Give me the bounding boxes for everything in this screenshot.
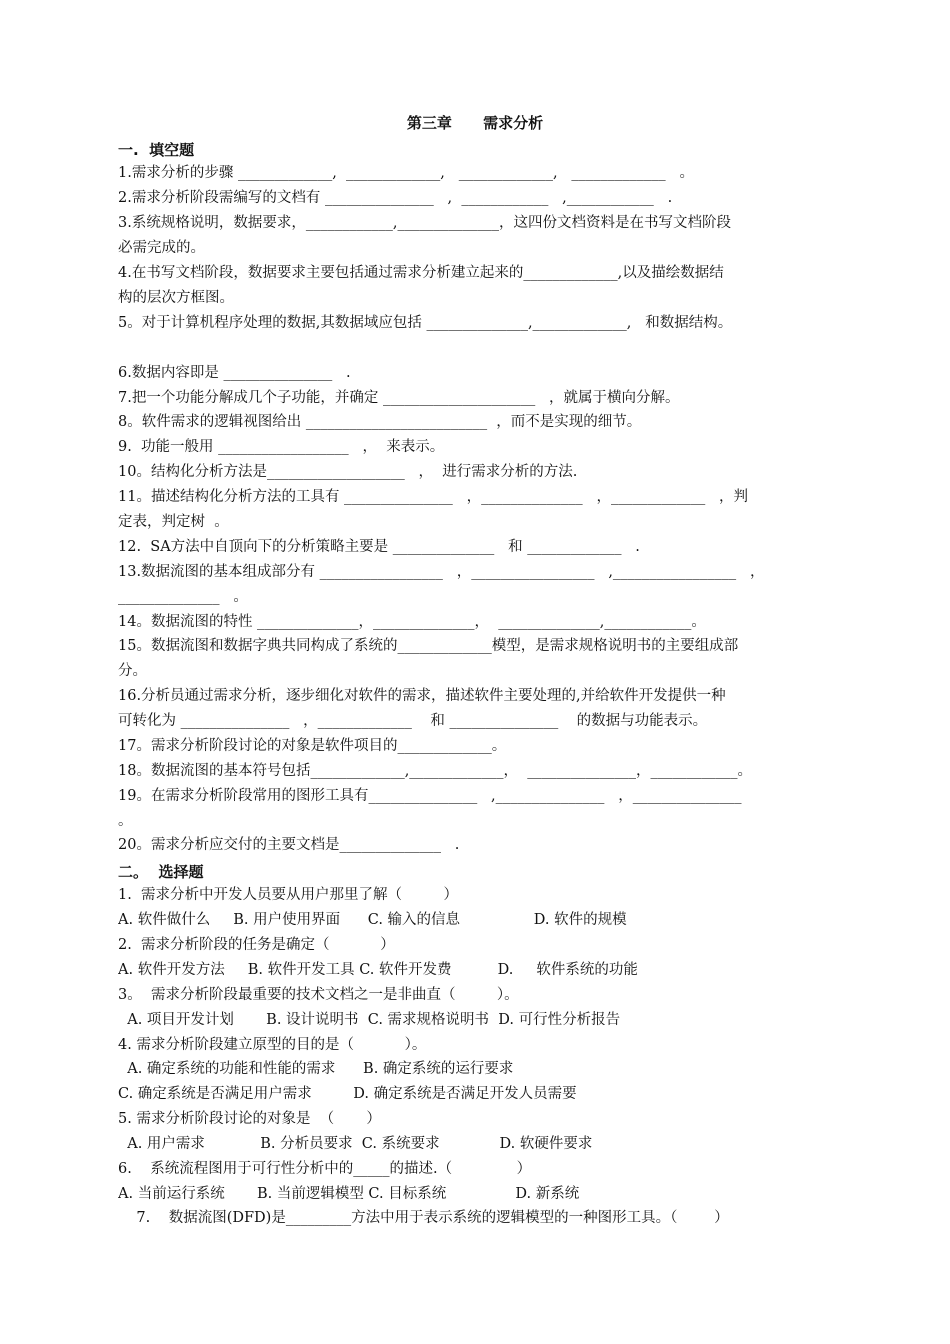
choice-line: 6. 系统流程图用于可行性分析中的_____的描述.（ ） [118,1161,532,1177]
question-line: 18。数据流图的基本符号包括_____________,_____________， _______________，____________。 [118,763,753,779]
question-line: 可转化为 _______________ ，_____________ 和 _______________ 的数据与功能表示。 [118,713,708,729]
choice-line: C. 确定系统是否满足用户需求 D. 确定系统是否满足开发人员需要 [118,1086,577,1102]
choice-line: A. 用户需求 B. 分析员要求 C. 系统要求 D. 软硬件要求 [118,1136,593,1152]
question-line: 7.把一个功能分解成几个子功能，并确定 _____________________ ，就属于横向分解。 [118,390,680,406]
choice-line: A. 软件开发方法 B. 软件开发工具 C. 软件开发费 D. 软件系统的功能 [118,962,638,978]
question-line: 12. SA方法中自顶向下的分析策略主要是 ______________ 和 _____________ . [118,539,640,555]
choice-line: A. 项目开发计划 B. 设计说明书 C. 需求规格说明书 D. 可行性分析报告 [118,1012,621,1028]
section-heading-fill-in: 一. 填空题 [118,141,195,159]
question-line: 8。软件需求的逻辑视图给出 _________________________ ，而不是实现的细节。 [118,414,642,430]
choice-line: 5. 需求分析阶段讨论的对象是 （ ） [118,1111,381,1127]
question-line: 20。需求分析应交付的主要文档是______________ . [118,837,460,853]
section-heading-multiple-choice: 二。 选择题 [118,863,204,881]
question-line: 11。描述结构化分析方法的工具有 _______________ ，______________ ，_____________ ，判 [118,489,749,505]
choice-line: A. 确定系统的功能和性能的需求 B. 确定系统的运行要求 [118,1061,514,1077]
question-line: 6.数据内容即是 _______________ . [118,365,351,381]
choice-line: 2. 需求分析阶段的任务是确定（ ） [118,937,395,953]
question-line: 分。 [118,663,147,679]
question-line: 5。对于计算机程序处理的数据,其数据域应包括 ______________,_____________, 和数据结构。 [118,315,733,331]
choice-line: A. 当前运行系统 B. 当前逻辑模型 C. 目标系统 D. 新系统 [118,1186,580,1202]
question-line: 4.在书写文档阶段，数据要求主要包括通过需求分析建立起来的_____________,以及描绘数据结 [118,265,724,281]
question-line: 17。需求分析阶段讨论的对象是软件项目的_____________。 [118,738,507,754]
question-line: 14。数据流图的特性 ______________，______________， ______________,____________。 [118,614,706,630]
question-line: 必需完成的。 [118,240,205,256]
question-line: 9. 功能一般用 __________________ ， 来表示。 [118,439,445,455]
choice-line: 7. 数据流图(DFD)是_________方法中用于表示系统的逻辑模型的一种图形工具。（ ） [118,1210,729,1226]
question-line: 19。在需求分析阶段常用的图形工具有_______________ ,_______________ ，_______________ [118,788,742,804]
choice-line: 4. 需求分析阶段建立原型的目的是（ ）。 [118,1037,427,1053]
question-line: 16.分析员通过需求分析，逐步细化对软件的需求，描述软件主要处理的,并给软件开发提供一种 [118,688,726,704]
choice-line: A. 软件做什么 B. 用户使用界面 C. 输入的信息 D. 软件的规模 [118,912,627,928]
question-line: 10。结构化分析方法是___________________ ， 进行需求分析的方法. [118,464,578,480]
question-line: 。 [118,813,133,829]
question-line: 定表，判定树 。 [118,514,229,530]
question-line: ______________ 。 [118,589,248,605]
question-line: 2.需求分析阶段需编写的文档有 _______________ , ____________ ,____________ . [118,190,673,206]
choice-line: 1. 需求分析中开发人员要从用户那里了解（ ） [118,887,459,903]
question-line: 3.系统规格说明，数据要求，____________,______________，这四份文档资料是在书写文档阶段 [118,215,731,231]
chapter-title: 第三章 需求分析 [406,114,544,132]
question-line: 1.需求分析的步骤 _____________, _____________, _____________, _____________ 。 [118,165,694,181]
question-line: 15。数据流图和数据字典共同构成了系统的_____________模型，是需求规格说明书的主要组成部 [118,638,739,654]
choice-line: 3。 需求分析阶段最重要的技术文档之一是非曲直（ ）。 [118,987,519,1003]
question-line: 13.数据流图的基本组成部分有 _________________ ，_________________ ,_________________ ， [118,564,765,580]
question-line: 构的层次方框图。 [118,290,234,306]
